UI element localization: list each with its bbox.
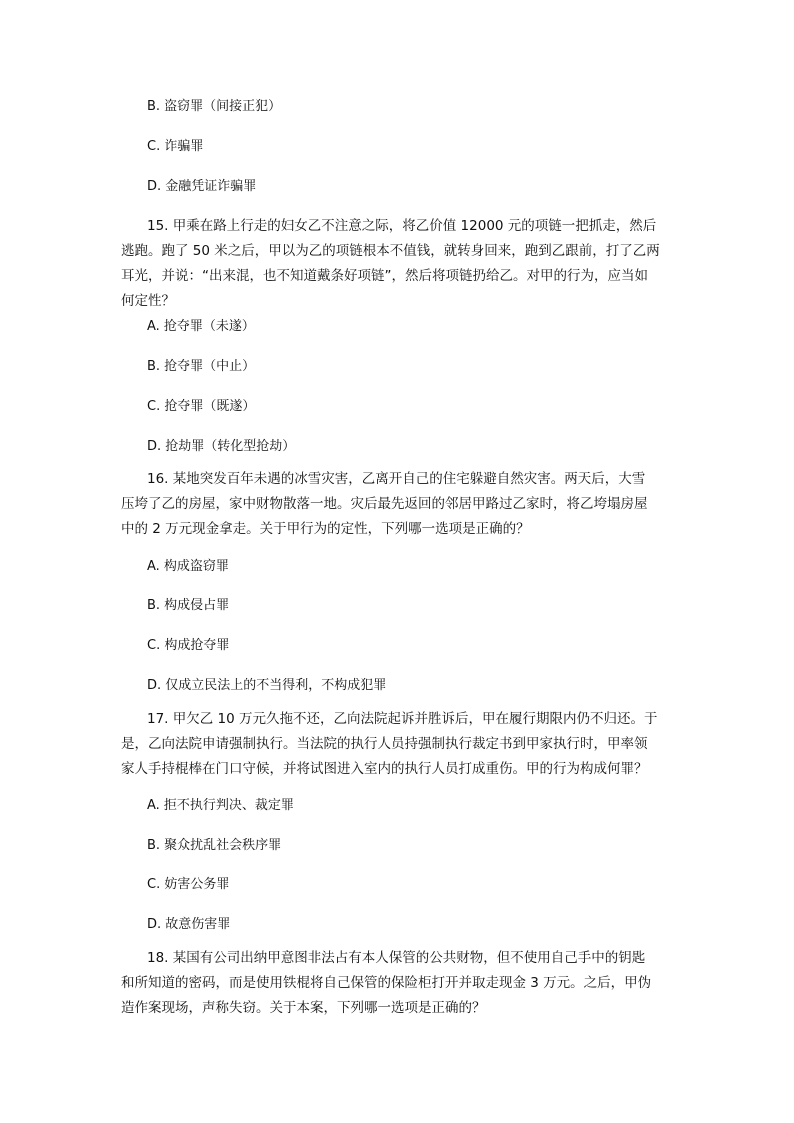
question-15-line: 耳光，并说：“出来混，也不知道戴条好项链”，然后将项链扔给乙。对甲的行为，应当如	[121, 268, 648, 284]
question-15-line: 15. 甲乘在路上行走的妇女乙不注意之际，将乙价值 12000 元的项链一把抓走，然后	[147, 218, 657, 234]
question-15-option-b: B. 抢夺罪（中止）	[147, 359, 256, 374]
question-16-option-d: D. 仅成立民法上的不当得利，不构成犯罪	[147, 678, 387, 693]
question-15	[121, 214, 707, 314]
question-15-line: 逃跑。跑了 50 米之后，甲以为乙的项链根本不值钱，就转身回来，跑到乙跟前，打了乙两	[121, 243, 660, 259]
question-18-line: 造作案现场，声称失窃。关于本案，下列哪一选项是正确的？	[121, 1000, 486, 1016]
question-18	[121, 946, 707, 1021]
question-17-option-c: C. 妨害公务罪	[147, 877, 230, 892]
question-15-option-c: C. 抢夺罪（既遂）	[147, 399, 256, 414]
question-16-line: 16. 某地突发百年未遇的冰雪灾害，乙离开自己的住宅躲避自然灾害。两天后，大雪	[147, 471, 646, 487]
question-17-option-b: B. 聚众扰乱社会秩序罪	[147, 838, 282, 853]
question-18-line: 和所知道的密码，而是使用铁棍将自己保管的保险柜打开并取走现金 3 万元。之后，甲伪	[121, 975, 652, 991]
question-16-option-a: A. 构成盗窃罪	[147, 559, 229, 574]
question-17-line: 家人手持棍棒在门口守候，并将试图进入室内的执行人员打成重伤。甲的行为构成何罪？	[121, 761, 648, 777]
question-17-line: 是，乙向法院申请强制执行。当法院的执行人员持强制执行裁定书到甲家执行时，甲率领	[121, 736, 648, 752]
option-c: C. 诈骗罪	[147, 139, 204, 154]
question-18-line: 18. 某国有公司出纳甲意图非法占有本人保管的公共财物，但不使用自己手中的钥匙	[147, 950, 646, 966]
question-17	[121, 707, 707, 782]
option-d: D. 金融凭证诈骗罪	[147, 179, 257, 194]
option-b: B. 盗窃罪（间接正犯）	[147, 99, 282, 114]
question-16-line: 压垮了乙的房屋，家中财物散落一地。灾后最先返回的邻居甲路过乙家时，将乙垮塌房屋	[121, 496, 648, 512]
question-15-option-d: D. 抢劫罪（转化型抢劫）	[147, 439, 296, 454]
question-17-line: 17. 甲欠乙 10 万元久拖不还，乙向法院起诉并胜诉后，甲在履行期限内仍不归还。于	[147, 711, 658, 727]
question-16-line: 中的 2 万元现金拿走。关于甲行为的定性，下列哪一选项是正确的？	[121, 521, 530, 537]
question-15-line: 何定性？	[121, 293, 175, 309]
question-17-option-d: D. 故意伤害罪	[147, 917, 231, 932]
question-15-option-a: A. 抢夺罪（未遂）	[147, 319, 255, 334]
question-17-option-a: A. 拒不执行判决、裁定罪	[147, 798, 294, 813]
question-16	[121, 467, 707, 542]
question-16-option-c: C. 构成抢夺罪	[147, 638, 230, 653]
question-16-option-b: B. 构成侵占罪	[147, 598, 230, 613]
